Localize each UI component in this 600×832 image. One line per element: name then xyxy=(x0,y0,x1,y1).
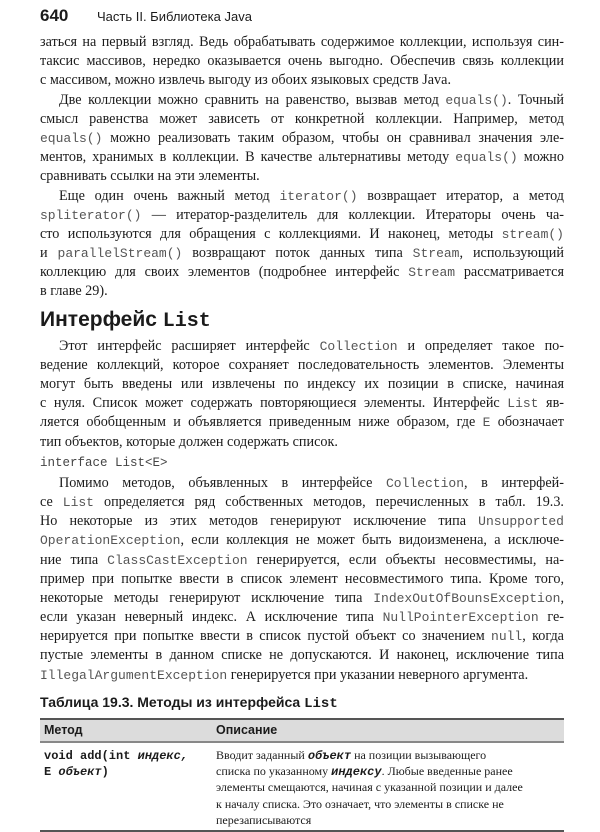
text-line xyxy=(40,589,564,608)
inline-code: equals() xyxy=(40,130,103,146)
text-line xyxy=(40,263,564,282)
code-term: E xyxy=(44,765,59,780)
inline-code: E xyxy=(482,415,491,431)
text-run: , использующий xyxy=(459,245,564,262)
text-run: можно реализовать таким образом, чтобы он сравнивал значения эле- xyxy=(102,129,564,146)
page-number: 640 xyxy=(40,6,69,25)
text-line xyxy=(40,627,564,646)
text-run: можно xyxy=(517,149,564,166)
caption-code: List xyxy=(304,695,338,712)
methods-table xyxy=(40,718,564,832)
text-run: яв- xyxy=(538,395,565,412)
text-run: сто используются для обращения с коллекциями. И наконец, методы xyxy=(40,225,502,242)
text-line xyxy=(216,812,560,828)
text-run: Две коллекции можно сравнить на равенство, вызвав метод xyxy=(59,91,446,108)
paragraph xyxy=(40,33,564,91)
text-line xyxy=(40,646,564,665)
text-line xyxy=(44,747,208,763)
text-run: , xyxy=(560,589,564,606)
text-run: , когда xyxy=(522,628,564,645)
text-line xyxy=(40,337,564,356)
inline-code: IndexOutOfBounsException xyxy=(373,590,561,606)
inline-code: Unsupported xyxy=(478,514,564,530)
table-header-row xyxy=(40,719,564,742)
text-line xyxy=(40,474,564,493)
text-line xyxy=(40,167,564,186)
text-run: — итератор-разделитель для коллекции. Итераторы очень ча- xyxy=(141,206,564,223)
text-run: сравнивать ссылки на эти элементы. xyxy=(40,168,260,185)
code-listing: interface List<E> xyxy=(40,455,168,470)
text-line xyxy=(40,531,564,550)
text-run: генерируется при указании неверного аргумента. xyxy=(227,666,529,683)
text-line xyxy=(40,356,564,375)
inline-code: NullPointerException xyxy=(382,610,539,626)
heading-code: List xyxy=(162,309,211,333)
inline-code: spliterator() xyxy=(40,207,142,223)
paragraph xyxy=(40,474,564,685)
list-intro-paragraph xyxy=(40,337,564,452)
text-run: рассматривается xyxy=(455,264,564,281)
paragraph xyxy=(40,91,564,187)
text-run: обозначает xyxy=(490,414,564,431)
inline-code: List xyxy=(507,396,539,412)
text-line xyxy=(40,244,564,263)
text-run: определяется ряд собственных методов, перечисленных в табл. 19.3. xyxy=(93,493,564,510)
text-run: коллекцию для своих элементов (подробнее интерфейс xyxy=(40,264,409,281)
text-line xyxy=(40,110,564,129)
text-line xyxy=(216,763,560,779)
code-term: объект xyxy=(58,765,102,780)
section-heading xyxy=(40,308,564,334)
inline-code: null xyxy=(491,629,523,645)
table-row xyxy=(40,742,564,831)
text-line xyxy=(40,375,564,394)
text-line xyxy=(44,763,208,779)
method-cell xyxy=(40,742,212,831)
inline-code: parallelStream() xyxy=(57,246,183,262)
text-line xyxy=(40,206,564,225)
text-line xyxy=(40,433,564,452)
text-run: . Точный xyxy=(507,91,564,108)
text-run: пустые элементы в данном списке не допускаются. И наконец, исключение типа xyxy=(40,647,564,664)
text-run: Еще один очень важный метод xyxy=(59,187,280,204)
text-run: перезаписываются xyxy=(216,813,312,827)
text-run: таксис массивов, нередко оказывается очень выгодно. Обеспечив связь коллекции xyxy=(40,53,564,70)
code-term: индексу xyxy=(331,765,382,780)
inline-code: Collection xyxy=(319,338,398,354)
page-header xyxy=(40,6,252,26)
text-run: ние типа xyxy=(40,551,108,568)
text-line xyxy=(40,129,564,148)
inline-code: iterator() xyxy=(279,188,358,204)
text-line xyxy=(40,551,564,570)
text-run: нерируется при попытке ввести в список пустой объект со значением xyxy=(40,628,492,645)
paragraph xyxy=(40,337,564,452)
inline-code: stream() xyxy=(501,226,564,242)
text-run: если указан неверный индекс. А исключение типа xyxy=(40,609,383,626)
text-line xyxy=(40,52,564,71)
text-line xyxy=(40,148,564,167)
text-run: в главе 29). xyxy=(40,283,108,300)
text-run: возвращают поток данных типа xyxy=(182,245,413,262)
text-run: смысл равенства может зависеть от конкретной коллекции. Например, метод xyxy=(40,110,564,127)
text-run: могут быть введены или извлечены по индексу их позиции в списке, начиная xyxy=(40,376,564,392)
text-run: , в интерфей- xyxy=(464,474,564,491)
intro-paragraphs xyxy=(40,33,564,302)
text-run: Но некоторые из этих методов генерируют исключение типа xyxy=(40,513,479,530)
text-run: на позиции вызывающего xyxy=(351,747,487,762)
inline-code: OperationException xyxy=(40,533,181,549)
text-line xyxy=(40,512,564,531)
description-cell xyxy=(212,742,564,831)
code-term: ) xyxy=(101,765,109,780)
text-run: , если коллекция не может быть видоизменена, а исключе- xyxy=(180,532,564,549)
text-line xyxy=(216,779,560,795)
inline-code: IllegalArgumentException xyxy=(40,667,228,683)
text-run: заться на первый взгляд. Ведь обрабатывать содержимое коллекции, используя син- xyxy=(40,34,564,50)
text-run: генерируется, если объекты несовместимы, на- xyxy=(247,551,564,568)
text-run: се xyxy=(40,493,63,510)
running-title: Часть II. Библиотека Java xyxy=(97,9,252,24)
text-line xyxy=(40,187,564,206)
code-term: void add(int xyxy=(44,748,138,763)
text-line xyxy=(40,608,564,627)
text-run: ге- xyxy=(538,609,564,626)
exceptions-paragraph xyxy=(40,474,564,685)
heading-text: Интерфейс xyxy=(40,307,163,331)
inline-code: Collection xyxy=(385,475,464,491)
text-line xyxy=(40,225,564,244)
text-line xyxy=(216,747,560,763)
text-line xyxy=(40,570,564,589)
text-run: ведение коллекций, которое сохраняет последовательность элементов. Элементы xyxy=(40,356,564,373)
text-line xyxy=(40,282,564,301)
text-line xyxy=(40,666,564,685)
text-run: Помимо методов, объявленных в интерфейсе xyxy=(59,474,386,491)
text-run: ляется обобщенным и объявляется приведенным ниже образом, где xyxy=(40,414,483,431)
inline-code: equals() xyxy=(455,150,518,166)
inline-code: equals() xyxy=(445,92,508,108)
text-run: ментов, хранимых в коллекции. В качестве альтернативы методу xyxy=(40,149,456,166)
text-run: списка по указанному xyxy=(216,764,332,779)
page-body xyxy=(40,33,564,832)
table-caption xyxy=(40,693,564,713)
text-line xyxy=(216,796,560,812)
code-term: индекс, xyxy=(137,748,189,763)
column-header-description: Описание xyxy=(212,719,564,742)
paragraph xyxy=(40,187,564,302)
inline-code: Stream xyxy=(412,246,460,262)
text-line xyxy=(40,91,564,110)
text-line xyxy=(40,413,564,432)
text-run: и определяет такое по- xyxy=(397,337,564,354)
text-run: Этот интерфейс расширяет интерфейс xyxy=(59,337,320,354)
text-run: с нуля. Список может содержать повторяющиеся элементы. Интерфейс xyxy=(40,395,508,412)
caption-text: Таблица 19.3. Методы из интерфейса xyxy=(40,693,305,710)
column-header-method: Метод xyxy=(40,719,212,742)
text-run: к началу списка. Это означает, что элементы в списке не xyxy=(216,796,504,811)
code-term: объект xyxy=(307,748,352,763)
text-line xyxy=(40,33,564,52)
inline-code: ClassCastException xyxy=(107,552,248,568)
text-run: пример при попытке ввести в список элемент несовместимого типа. Кроме того, xyxy=(40,570,564,587)
text-run: тип объектов, которые должен содержать список. xyxy=(40,433,338,450)
text-run: с массивом, можно извлечь выгоду из обоих языковых средств Java. xyxy=(40,72,451,89)
inline-code: List xyxy=(62,494,94,510)
text-run: некоторые методы генерируют исключение типа xyxy=(40,589,374,606)
text-line xyxy=(40,71,564,90)
text-run: и xyxy=(40,245,58,262)
text-run: Вводит заданный xyxy=(216,747,308,762)
inline-code: Stream xyxy=(408,265,456,281)
text-line xyxy=(40,493,564,512)
text-run: . Любые введенные ранее xyxy=(381,764,513,779)
text-run: элементы смещаются, начиная с указанной позиции и далее xyxy=(216,780,523,795)
text-line xyxy=(40,394,564,413)
text-run: возвращает итератор, а метод xyxy=(357,187,564,204)
